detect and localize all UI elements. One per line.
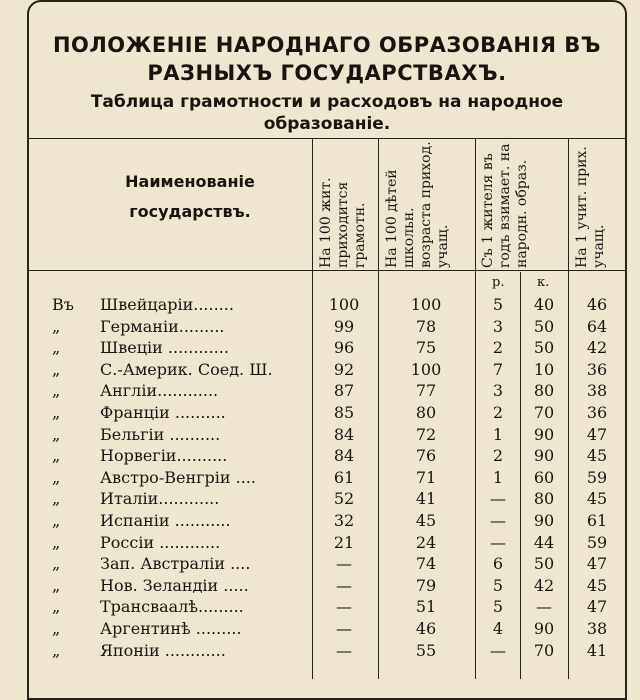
- schooled-value: 78: [415, 316, 437, 336]
- literate-value: —: [336, 575, 352, 595]
- schooled-value: 79: [415, 575, 437, 595]
- rubles-value: 5: [492, 597, 504, 617]
- kopecks-value: 90: [533, 446, 555, 466]
- schooled-value: 77: [415, 381, 437, 401]
- rubles-value: 3: [492, 381, 504, 401]
- country-name: Россiи ............: [100, 532, 221, 552]
- students-value: 47: [586, 597, 608, 617]
- kopecks-value: —: [536, 597, 552, 617]
- table-row: [0, 402, 640, 423]
- country-name: Аргентинѣ .........: [100, 619, 242, 638]
- literate-value: 32: [333, 511, 355, 530]
- country-name: Германiи.........: [100, 316, 225, 336]
- schooled-value: 72: [415, 424, 437, 444]
- rubles-value: —: [490, 532, 506, 552]
- table-row: [0, 445, 640, 466]
- kopecks-value: 90: [533, 619, 555, 638]
- table-row: [0, 596, 640, 617]
- table-row: [0, 640, 640, 661]
- country-name: Нов. Зеландiи .....: [100, 575, 249, 595]
- kopecks-value: 80: [533, 381, 555, 401]
- table-row: [0, 294, 640, 315]
- country-name: Японiи ............: [100, 640, 226, 660]
- kopecks-value: 90: [533, 424, 555, 444]
- country-name: Австро-Венгрiи ....: [100, 467, 256, 487]
- kopecks-value: 44: [533, 532, 555, 552]
- row-prefix: „: [52, 359, 61, 379]
- literate-value: —: [336, 597, 352, 617]
- row-prefix: „: [52, 575, 61, 595]
- rubles-value: 7: [492, 359, 504, 379]
- rubles-value: 1: [492, 424, 504, 444]
- page-title-line-2: РАЗНЫХЪ ГОСУДАРСТВАХЪ.: [147, 61, 507, 85]
- country-name: Италiи............: [100, 489, 220, 509]
- rubles-value: 1: [492, 467, 504, 487]
- literate-value: 85: [333, 403, 355, 422]
- table-row: [0, 337, 640, 358]
- country-name: Англiи............: [100, 381, 219, 401]
- schooled-value: 45: [415, 511, 437, 530]
- unit-rubles: р.: [492, 275, 505, 290]
- page-subtitle-line-2: образованiе.: [263, 114, 391, 134]
- row-prefix: „: [52, 338, 61, 358]
- kopecks-value: 50: [533, 338, 555, 358]
- table-row: [0, 488, 640, 509]
- literate-value: —: [336, 554, 352, 574]
- students-value: 59: [586, 532, 608, 552]
- students-value: 45: [586, 575, 608, 595]
- literate-value: —: [336, 640, 352, 660]
- table-row: [0, 424, 640, 445]
- literate-value: 21: [333, 532, 355, 552]
- schooled-value: 55: [415, 640, 437, 660]
- rubles-value: 5: [492, 575, 504, 595]
- page-subtitle-line-1: Таблица грамотности и расходовъ на народное: [90, 92, 564, 112]
- column-header-schooled: На 100 дѣтей школьн. возраста приход. учащ.: [384, 141, 451, 268]
- literate-value: 92: [333, 359, 355, 379]
- row-prefix: „: [52, 446, 61, 466]
- table-top-rule: [27, 138, 627, 139]
- row-prefix: „: [52, 640, 61, 660]
- students-value: 41: [586, 640, 608, 660]
- table-row: [0, 553, 640, 574]
- row-prefix: „: [52, 619, 61, 638]
- kopecks-value: 70: [533, 403, 555, 422]
- unit-kopecks: к.: [537, 275, 550, 290]
- row-prefix: „: [52, 316, 61, 336]
- row-prefix: „: [52, 511, 61, 530]
- country-name: Трансваалѣ.........: [100, 597, 244, 617]
- rubles-value: 2: [492, 403, 504, 422]
- kopecks-value: 40: [533, 295, 555, 314]
- students-value: 45: [586, 489, 608, 509]
- rubles-value: 5: [492, 295, 504, 314]
- literate-value: 61: [333, 467, 355, 487]
- column-header-per-student: На 1 учит. прих. учащ.: [574, 146, 607, 268]
- rubles-value: 2: [492, 338, 504, 358]
- kopecks-value: 90: [533, 511, 555, 530]
- table-row: [0, 380, 640, 401]
- kopecks-value: 50: [533, 554, 555, 574]
- kopecks-value: 50: [533, 316, 555, 336]
- students-value: 38: [586, 619, 608, 638]
- rubles-value: —: [490, 489, 506, 509]
- row-prefix: „: [52, 403, 61, 422]
- students-value: 45: [586, 446, 608, 466]
- rubles-value: 3: [492, 316, 504, 336]
- schooled-value: 71: [415, 467, 437, 487]
- students-value: 36: [586, 359, 608, 379]
- rubles-value: —: [490, 640, 506, 660]
- country-name: Бельгiи ..........: [100, 424, 221, 444]
- table-row: [0, 510, 640, 531]
- kopecks-value: 60: [533, 467, 555, 487]
- column-header-name-line-1: Наименованiе: [125, 172, 255, 191]
- country-name: Норвегiи..........: [100, 446, 228, 466]
- literate-value: 99: [333, 316, 355, 336]
- kopecks-value: 42: [533, 575, 555, 595]
- schooled-value: 46: [415, 619, 437, 638]
- students-value: 42: [586, 338, 608, 358]
- country-name: Швецiи ............: [100, 338, 229, 358]
- row-prefix: „: [52, 467, 61, 487]
- page-title-line-1: ПОЛОЖЕНIЕ НАРОДНАГО ОБРАЗОВАНIЯ ВЪ: [52, 33, 602, 57]
- literate-value: 84: [333, 446, 355, 466]
- table-row: [0, 575, 640, 596]
- students-value: 47: [586, 424, 608, 444]
- table-row: [0, 532, 640, 553]
- row-prefix: „: [52, 554, 61, 574]
- students-value: 61: [586, 511, 608, 530]
- row-prefix: Въ: [52, 295, 74, 314]
- literate-value: 87: [333, 381, 355, 401]
- rubles-value: 2: [492, 446, 504, 466]
- row-prefix: „: [52, 381, 61, 401]
- kopecks-value: 80: [533, 489, 555, 509]
- schooled-value: 100: [410, 295, 442, 314]
- row-prefix: „: [52, 424, 61, 444]
- header-bottom-rule: [27, 270, 627, 271]
- table-row: [0, 316, 640, 337]
- schooled-value: 24: [415, 532, 437, 552]
- literate-value: —: [336, 619, 352, 638]
- students-value: 64: [586, 316, 608, 336]
- students-value: 38: [586, 381, 608, 401]
- rubles-value: 4: [492, 619, 504, 638]
- kopecks-value: 70: [533, 640, 555, 660]
- country-name: Францiи ..........: [100, 403, 226, 422]
- table-row: [0, 359, 640, 380]
- schooled-value: 74: [415, 554, 437, 574]
- column-header-spending: Съ 1 жителя въ годъ взимает. на народн. образ.: [480, 143, 530, 268]
- students-value: 46: [586, 295, 608, 314]
- column-header-literate: На 100 жит. приходится грамотн.: [318, 177, 368, 268]
- literate-value: 52: [333, 489, 355, 509]
- schooled-value: 41: [415, 489, 437, 509]
- country-name: Швейцарiи........: [100, 295, 234, 314]
- literate-value: 100: [328, 295, 360, 314]
- literate-value: 84: [333, 424, 355, 444]
- table-row: [0, 618, 640, 639]
- column-header-name-line-2: государствъ.: [129, 202, 251, 221]
- literate-value: 96: [333, 338, 355, 358]
- schooled-value: 100: [410, 359, 442, 379]
- rubles-value: —: [490, 511, 506, 530]
- row-prefix: „: [52, 489, 61, 509]
- row-prefix: „: [52, 532, 61, 552]
- students-value: 47: [586, 554, 608, 574]
- row-prefix: „: [52, 597, 61, 617]
- students-value: 59: [586, 467, 608, 487]
- table-row: [0, 467, 640, 488]
- country-name: Испанiи ...........: [100, 511, 231, 530]
- schooled-value: 80: [415, 403, 437, 422]
- country-name: Зап. Австралiи ....: [100, 554, 251, 574]
- schooled-value: 51: [415, 597, 437, 617]
- rubles-value: 6: [492, 554, 504, 574]
- students-value: 36: [586, 403, 608, 422]
- country-name: С.-Америк. Соед. Ш.: [100, 359, 273, 379]
- schooled-value: 75: [415, 338, 437, 358]
- schooled-value: 76: [415, 446, 437, 466]
- kopecks-value: 10: [533, 359, 555, 379]
